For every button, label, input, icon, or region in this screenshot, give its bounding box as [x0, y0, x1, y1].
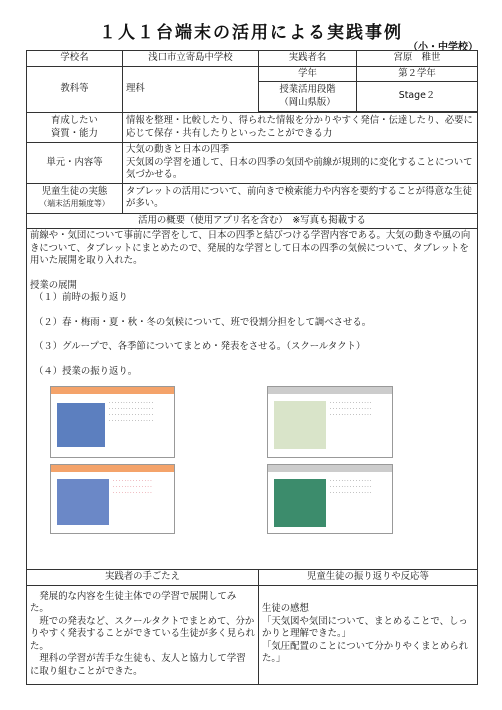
slide-thumbnail [267, 464, 393, 534]
subject-value: 理科 [123, 66, 259, 113]
status-label [27, 183, 123, 213]
slide-thumbnail [50, 464, 175, 534]
lesson-step-1: （１）前時の振り返り [34, 292, 128, 303]
teacher-response-body [27, 585, 259, 684]
slide-header-bar [51, 465, 174, 472]
student-quote: 「気圧配置のことについて分かりやくまとめられた。」 [262, 640, 469, 665]
unit-description: 天気図の学習を通して、日本の四季の気団や前線が規則的に変化することについて気づかせる。 [126, 156, 473, 180]
lesson-step-3: （３）グループで、各季節についてまとめ・発表をさせる。（スクールタクト） [34, 341, 366, 352]
weather-map-image [274, 479, 326, 527]
page-subtitle: （小・中学校） [408, 42, 478, 53]
student-response-body [259, 585, 478, 684]
slide-text: · · · · · · · · · · · · · · · · · · · · · · · · · · · · · · · · · · · · · · · · · · · · · [330, 401, 372, 418]
subject-label: 教科等 [27, 66, 123, 113]
stage-label-line2: （岡山県版） [279, 96, 336, 108]
ability-label-line1: 育成したい [51, 115, 98, 126]
student-response-title: 生徒の感想 [262, 603, 309, 615]
ability-value: 情報を整理・比較したり、得られた情報を分かりやすく発信・伝達したり、必要に応じて保存・共有したりといったことができる力 [123, 113, 478, 143]
stage-label [259, 82, 357, 112]
screenshot-area [30, 378, 474, 538]
teacher-response-para: 班での発表など、スクールタクトでまとめて、分かりやすく発表することができている生徒が多く見られた。 [30, 615, 256, 652]
lesson-step-2: （２）春・梅雨・夏・秋・冬の気候について、班で役割分担をして調べさせる。 [34, 316, 372, 328]
unit-title: 大気の動きと日本の四季 [126, 144, 230, 155]
weather-map-image [57, 403, 105, 447]
ability-label-line2: 資質・能力 [51, 127, 98, 139]
weather-map-image [274, 401, 326, 449]
teacher-response-para: 発展的な内容を生徒主体での学習で展開してみた。 [30, 590, 237, 615]
status-label-main: 児童生徒の実態 [41, 185, 108, 197]
slide-header-bar [268, 465, 392, 472]
teacher-response-para: 理科の学習が苦手な生徒も、友人と協力して学習に取り組むことができた。 [30, 653, 246, 677]
page-title: １人１台端末の活用による実践事例 [99, 23, 403, 43]
status-value: タブレットの活用について、前向きで検索能力や内容を要約することが得意な生徒が多い。 [123, 183, 478, 213]
slide-header-bar [51, 387, 174, 394]
stage-label-line1: 授業活用段階 [279, 84, 336, 95]
stage-value: Stage２ [357, 82, 478, 112]
weather-map-image [57, 479, 109, 525]
teacher-label: 実践者名 [259, 51, 357, 67]
slide-thumbnail [50, 386, 175, 458]
grade-value: 第２学年 [357, 66, 478, 82]
school-value: 浅口市立寄島中学校 [123, 51, 259, 67]
report-table [26, 50, 478, 685]
teacher-response-header: 実践者の手ごたえ [27, 570, 259, 586]
student-quote: 「天気図や気団について、まとめることで、しっかりと理解できた。」 [262, 615, 468, 640]
school-label: 学校名 [27, 51, 123, 67]
unit-value [123, 143, 478, 184]
ability-label [27, 113, 123, 143]
teacher-value: 宮原 稚世 [357, 51, 478, 67]
slide-thumbnail [267, 386, 393, 458]
overview-intro: 前線や・気団について事前に学習をして、日本の四季と結びつける学習内容である。大気の動きや風の向きについて、タブレットにまとめたので、発展的な学習として日本の四季の気候について、タブレットを用いた展開を取り入れた。 [30, 230, 471, 266]
slide-header-bar [268, 387, 392, 394]
slide-text: · · · · · · · · · · · · · · · · · · · · · · · · · · · · · · · · · · · · · · · · · · · · · [330, 479, 372, 496]
grade-label: 学年 [259, 66, 357, 82]
unit-label: 単元・内容等 [27, 143, 123, 184]
overview-header: 活用の概要（使用アプリ名を含む） ※写真も掲載する [27, 213, 478, 229]
lesson-step-4: （４）授業の振り返り。 [34, 365, 138, 377]
student-response-header: 児童生徒の振り返りや反応等 [259, 570, 478, 586]
lesson-flow-title: 授業の展開 [30, 279, 77, 291]
status-label-sub: （端末活用頻度等） [39, 199, 110, 208]
slide-text: · · · · · · · · · · · · · · · · · · · · · · · · · · · · · · · · · · · · · · · · · · [113, 479, 152, 496]
slide-text: · · · · · · · · · · · · · · · · · · · · · · · · · · · · · · · · · · · · · · · · · · · · · · · · · · · · · · · · · · · · · · · · [109, 401, 154, 424]
overview-body [27, 229, 478, 570]
